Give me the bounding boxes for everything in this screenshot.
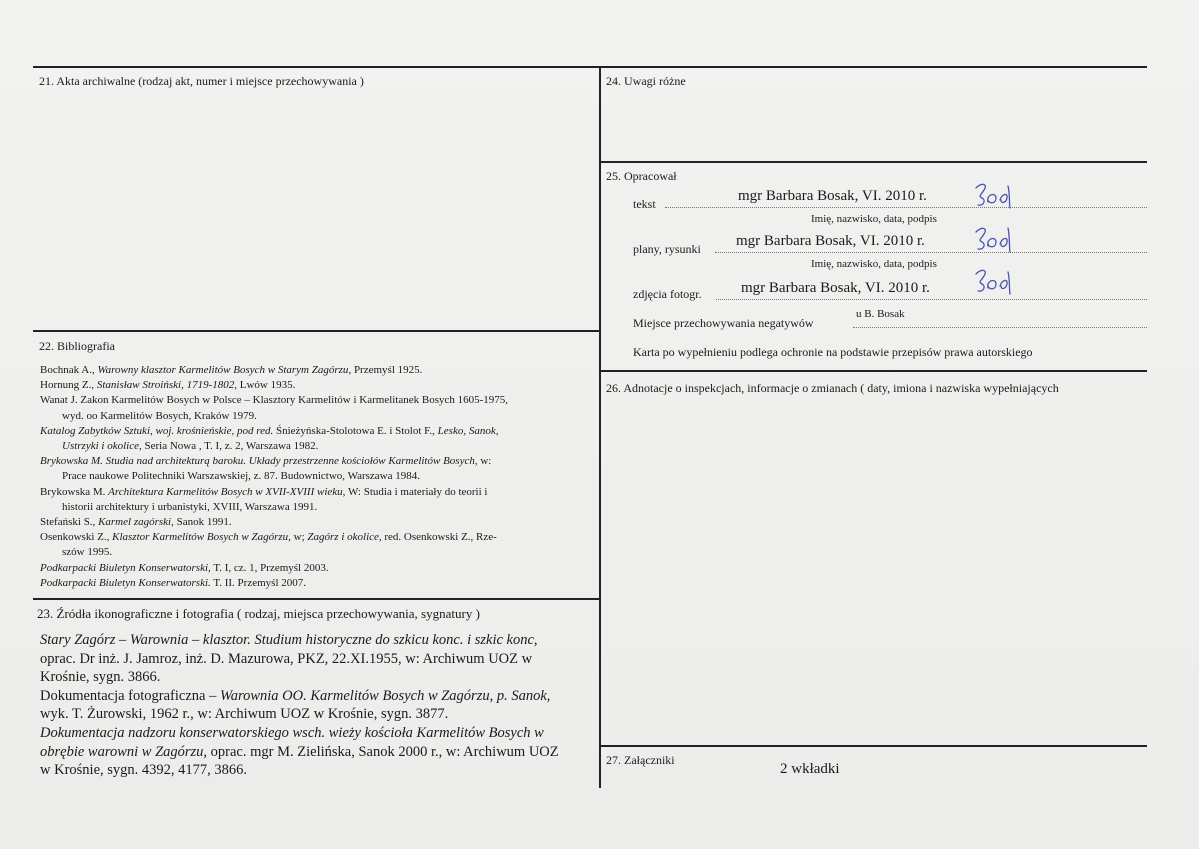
caption-tekst: Imię, nazwisko, data, podpis: [811, 213, 937, 225]
bibliography-entry: [40, 379, 590, 392]
bibliography-entry: [40, 455, 590, 468]
bibliography-entry: [40, 516, 590, 529]
source-entry-part: wyk. T. Żurowski, 1962 r., w: Archiwum UOZ w Krośnie, sygn. 3877.: [40, 706, 449, 723]
label-zdjecia: zdjęcia fotogr.: [633, 287, 702, 301]
source-entry-part: Warownia OO. Karmelitów Bosych w Zagórzu, p. Sanok,: [219, 687, 551, 704]
bibliography-entry-part: Architektura Karmelitów Bosych w XVII-XVIII wieku,: [108, 485, 346, 498]
source-entry-part: Dokumentacja nadzoru konserwatorskiego wsch. wieży kościoła Karmelitów Bosych w: [40, 725, 544, 741]
source-entry-part: Stary Zagórz – Warownia – klasztor. Studium historyczne do szkicu konc. i szkic konc,: [40, 632, 538, 648]
label-plany: plany, rysunki: [633, 242, 701, 256]
bibliography-entry: [62, 440, 612, 453]
source-entry: [40, 761, 247, 780]
rule-s24-s25: [601, 161, 1147, 163]
bibliography-entry-part: wyd. oo Karmelitów Bosych, Kraków 1979.: [62, 409, 257, 422]
s27-value: 2 wkładki: [780, 761, 840, 777]
bibliography-entry-part: Sanok 1991.: [173, 516, 232, 528]
bibliography-entry-part: Warowny klasztor Karmelitów Bosych w Starym Zagórzu: [97, 364, 349, 376]
bibliography-entry: [62, 546, 612, 559]
bibliography-entry-part: Osenkowski Z.,: [40, 531, 113, 544]
rule-s21-s22: [33, 330, 601, 332]
bibliography-entry-part: Podkarpacki Biuletyn Konserwatorski.: [40, 576, 211, 589]
bibliography-entry-part: Katalog Zabytków Sztuki, woj. krośnieńskie, pod red.: [40, 424, 274, 437]
bibliography-entry-part: Stefański S.,: [40, 516, 99, 528]
bibliography-entry-part: Prace naukowe Politechniki Warszawskiej, z. 87. Budownictwo, Warszawa 1984.: [62, 470, 420, 483]
source-entry-part: obrębie warowni w Zagórzu,: [40, 743, 208, 760]
source-entry: [40, 668, 160, 687]
rule-s25-s26: [601, 370, 1147, 372]
bibliography-entry-part: , Przemyśl 1925.: [348, 364, 423, 376]
bibliography-entry-part: Karmel zagórski,: [98, 516, 174, 528]
bibliography-entry-part: Ustrzyki i okolice,: [62, 440, 142, 452]
source-entry-part: w Krośnie, sygn. 4392, 4177, 3866.: [40, 762, 248, 779]
bibliography-entry-part: Bochnak A.,: [40, 364, 98, 376]
bibliography-entry-part: historii architektury i urbanistyki, XVIII, Warszawa 1991.: [62, 500, 318, 513]
s23-title: 23. Źródła ikonograficzne i fotografia ( rodzaj, miejsca przechowywania, sygnatury ): [37, 606, 480, 621]
source-entry: [40, 705, 448, 724]
s27-title: 27. Załączniki: [606, 753, 675, 767]
label-tekst: tekst: [633, 197, 656, 211]
bibliography-entry-part: szów 1995.: [62, 546, 113, 559]
s25-title: 25. Opracował: [606, 169, 677, 183]
source-entry: [40, 687, 550, 706]
bibliography-entry-part: Klasztor Karmelitów Bosych w Zagórzu,: [112, 531, 291, 544]
source-entry: [40, 631, 538, 650]
source-entry-part: Krośnie, sygn. 3866.: [40, 669, 161, 686]
bibliography-entry: [40, 425, 590, 438]
bibliography-entry-part: Brykowska M.: [40, 485, 109, 498]
bibliography-entry-part: Seria Nowa , T. I, z. 2, Warszawa 1982.: [141, 440, 319, 452]
column-divider: [599, 66, 601, 788]
bibliography-entry-part: Zagórz i okolice,: [307, 531, 382, 544]
bibliography-entry: [40, 364, 590, 377]
bibliography-entry-part: Brykowska M. Studia nad architekturą baroku. Układy przestrzenne kościołów Karmelitów Bosych,: [40, 455, 478, 468]
bibliography-entry: [40, 486, 590, 499]
fill-line-zdjecia: [716, 299, 1147, 300]
bibliography-entry: [62, 410, 612, 423]
bibliography-entry-part: Podkarpacki Biuletyn Konserwatorski,: [40, 561, 211, 574]
bibliography-entry-part: red. Osenkowski Z., Rze-: [381, 531, 497, 544]
value-zdjecia: mgr Barbara Bosak, VI. 2010 r.: [741, 280, 930, 296]
bibliography-entry-part: Stanisław Stroiński, 1719-1802,: [96, 379, 237, 392]
rule-s22-s23: [33, 598, 601, 600]
s24-title: 24. Uwagi różne: [606, 74, 686, 88]
bibliography-entry-part: w:: [477, 455, 492, 468]
value-plany: mgr Barbara Bosak, VI. 2010 r.: [736, 233, 925, 249]
source-entry: [40, 650, 532, 669]
bibliography-entry-part: Śnieżyńska-Stolotowa E. i Stolot F.,: [273, 424, 438, 437]
bibliography-entry-part: W: Studia i materiały do teorii i: [345, 485, 488, 498]
label-negatywy: Miejsce przechowywania negatywów: [633, 316, 814, 330]
bibliography-entry: [40, 531, 590, 544]
bibliography-entry-part: Lwów 1935.: [236, 379, 296, 392]
value-tekst: mgr Barbara Bosak, VI. 2010 r.: [738, 188, 927, 204]
s21-title: 21. Akta archiwalne (rodzaj akt, numer i miejsce przechowywania ): [39, 74, 364, 88]
fill-line-negatywy: [853, 327, 1147, 328]
signature-2: [972, 224, 1024, 254]
bibliography-entry-part: T. I, cz. 1, Przemyśl 2003.: [210, 561, 329, 574]
bibliography-entry-part: w;: [290, 531, 308, 544]
bibliography-entry: [62, 501, 612, 514]
bibliography-entry-part: Wanat J. Zakon Karmelitów Bosych w Polsce – Klasztory Karmelitów i Karmelitanek Bosych 1605-1975,: [40, 394, 509, 407]
signature-3: [972, 266, 1024, 296]
bibliography-entry: [40, 562, 590, 575]
fill-line-tekst: [665, 207, 1147, 208]
value-negatywy: u B. Bosak: [856, 308, 905, 320]
source-entry: [40, 724, 544, 743]
source-entry-part: Dokumentacja fotograficzna –: [40, 687, 220, 704]
s26-title: 26. Adnotacje o inspekcjach, informacje o zmianach ( daty, imiona i nazwiska wypełniających: [606, 381, 1059, 395]
s22-title: 22. Bibliografia: [39, 339, 115, 353]
bibliography-entry: [62, 470, 612, 483]
caption-plany: Imię, nazwisko, data, podpis: [811, 258, 937, 270]
source-entry-part: oprac. mgr M. Zielińska, Sanok 2000 r., w: Archiwum UOZ: [207, 743, 559, 760]
bibliography-entry: [40, 577, 590, 590]
signature-1: [972, 180, 1024, 210]
fill-line-plany: [715, 252, 1147, 253]
rule-s26-s27: [601, 745, 1147, 747]
top-rule: [33, 66, 1147, 68]
source-entry: [40, 743, 559, 762]
bibliography-entry-part: Hornung Z.,: [40, 379, 97, 392]
bibliography-entry-part: T. II. Przemyśl 2007.: [210, 576, 306, 589]
bibliography-entry-part: Lesko, Sanok,: [437, 424, 499, 437]
source-entry-part: oprac. Dr inż. J. Jamroz, inż. D. Mazurowa, PKZ, 22.XI.1955, w: Archiwum UOZ w: [40, 650, 533, 667]
copyright-note: Karta po wypełnieniu podlega ochronie na podstawie przepisów prawa autorskiego: [633, 345, 1033, 359]
bibliography-entry: [40, 394, 590, 407]
